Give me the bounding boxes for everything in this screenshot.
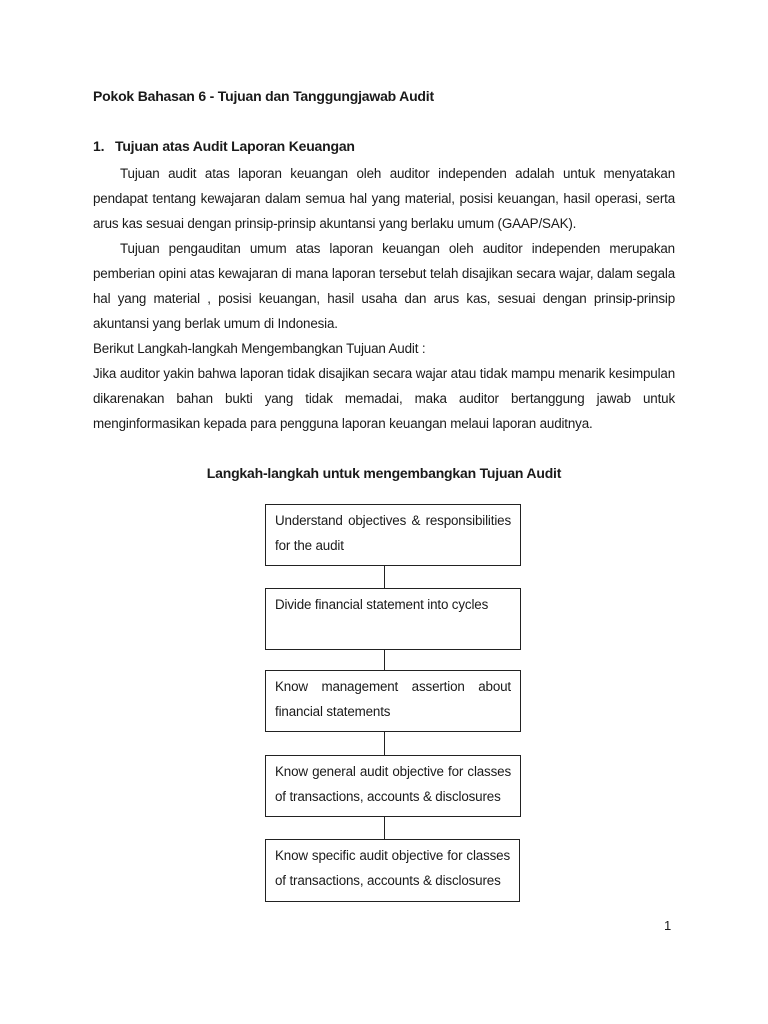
flow-step-2: Divide financial statement into cycles	[265, 588, 521, 650]
flow-step-5: Know specific audit objective for classes of transactions, accounts & disclosures	[265, 839, 520, 902]
paragraph-objective: Tujuan audit atas laporan keuangan oleh auditor independen adalah untuk menyatakan pendapat tentang kewajaran dalam semua hal yang material, posisi keuangan, hasil operasi, serta arus kas sesuai dengan prinsip-prinsip akuntansi yang berlaku umum (GAAP/SAK).	[93, 166, 675, 231]
body-text	[93, 161, 675, 436]
figure-title: Langkah-langkah untuk mengembangkan Tujuan Audit	[206, 465, 562, 481]
document-title: Pokok Bahasan 6 - Tujuan dan Tanggungjawab Audit	[93, 88, 434, 104]
flow-step-1: Understand objectives & responsibilities for the audit	[265, 504, 521, 566]
section-number: 1.	[93, 138, 105, 154]
flow-connector-4	[384, 817, 385, 839]
section-heading	[93, 138, 355, 154]
flow-connector-3	[384, 732, 385, 755]
section-heading-text: Tujuan atas Audit Laporan Keuangan	[115, 138, 355, 154]
flow-step-4: Know general audit objective for classes of transactions, accounts & disclosures	[265, 755, 521, 817]
paragraph-general-objective: Tujuan pengauditan umum atas laporan keuangan oleh auditor independen merupakan pemberian opini atas kewajaran di mana laporan tersebut telah disajikan secara wajar, dalam segala hal yang material , posisi keuangan, hasil usaha dan arus kas, sesuai dengan prinsip-prinsip akuntansi yang berlak umum di Indonesia.	[93, 241, 675, 331]
paragraph-auditor-responsibility: Jika auditor yakin bahwa laporan tidak disajikan secara wajar atau tidak mampu menarik kesimpulan dikarenakan bahan bukti yang tidak memadai, maka auditor bertanggung jawab untuk menginformasikan kepada para pengguna laporan keuangan melaui laporan auditnya.	[93, 366, 675, 431]
flow-connector-2	[384, 650, 385, 670]
page-number: 1	[664, 918, 672, 933]
flow-step-3: Know management assertion about financial statements	[265, 670, 521, 732]
paragraph-steps-intro: Berikut Langkah-langkah Mengembangkan Tujuan Audit :	[93, 341, 426, 356]
flow-connector-1	[384, 566, 385, 588]
